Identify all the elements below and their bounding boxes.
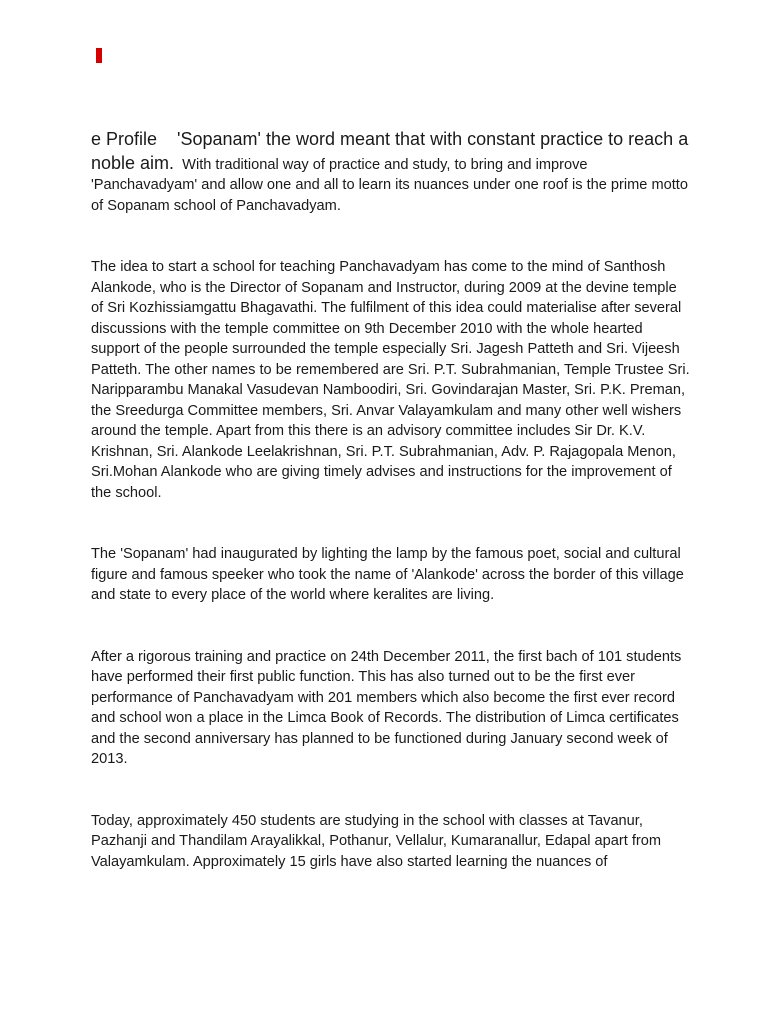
paragraph-limca-record: After a rigorous training and practice on 24th December 2011, the first bach of 101 students have performed their first public function. This has also turned out to be the first ever performance of Panchavadyam with 201 members which also become the first ever record and school won a place in the Limca Book of Records. The distribution of Limca certificates and the second anniversary has planned to be functioned during January second week of 2013. [91,648,682,768]
intro-lead-profile: e Profile [91,129,158,149]
intro-lead-sopanam: 'Sopanam' the word meant that with constant practice to reach a noble aim. [91,129,689,173]
red-marker [96,48,102,63]
paragraph-history: The idea to start a school for teaching Panchavadyam has come to the mind of Santhosh Alankode, who is the Director of Sopanam and Instructor, during 2009 at the devine temple of Sri Kozhissiamgattu Bhagavathi. The fulfilment of this idea could materialise after several discussions with the temple committee on 9th December 2010 with the whole hearted support of the people surrounded the temple especially Sri. Jagesh Patteth and Sri. Vijeesh Patteth. The other names to be remembered are Sri. P.T. Subrahmanian, Temple Trustee Sri. Naripparambu Manakal Vasudevan Namboodiri, Sri. Govindarajan Master, Sri. P.K. Preman, the Sreedurga Committee members, Sri. Anvar Valayamkulam and many other well wishers around the temple. Apart from this there is an advisory committee includes Sir Dr. K.V. Krishnan, Sri. Alankode Leelakrishnan, Sri. P.T. Subrahmanian, Adv. P. Rajagopala Menon, Sri.Mohan Alankode who are giving timely advises and instructions for the improvement of the school. [91,259,690,501]
paragraph-inauguration: The 'Sopanam' had inaugurated by lighting the lamp by the famous poet, social and cultural figure and famous speeker who took the name of 'Alankode' across the border of this village and state to every place of the world where keralites are living. [91,546,684,604]
document-body [91,128,691,872]
paragraph-today: Today, approximately 450 students are studying in the school with classes at Tavanur, Pazhanji and Thandilam Arayalikkal, Pothanur, Vellalur, Kumaranallur, Edapal apart from Valayamkulam. Approximately 15 girls have also started learning the nuances of [91,812,662,870]
intro-body: With traditional way of practice and study, to bring and improve 'Panchavadyam' and allow one and all to learn its nuances under one roof is the prime motto of Sopanam school of Panchavadyam. [91,156,688,214]
intro-paragraph [91,128,691,216]
